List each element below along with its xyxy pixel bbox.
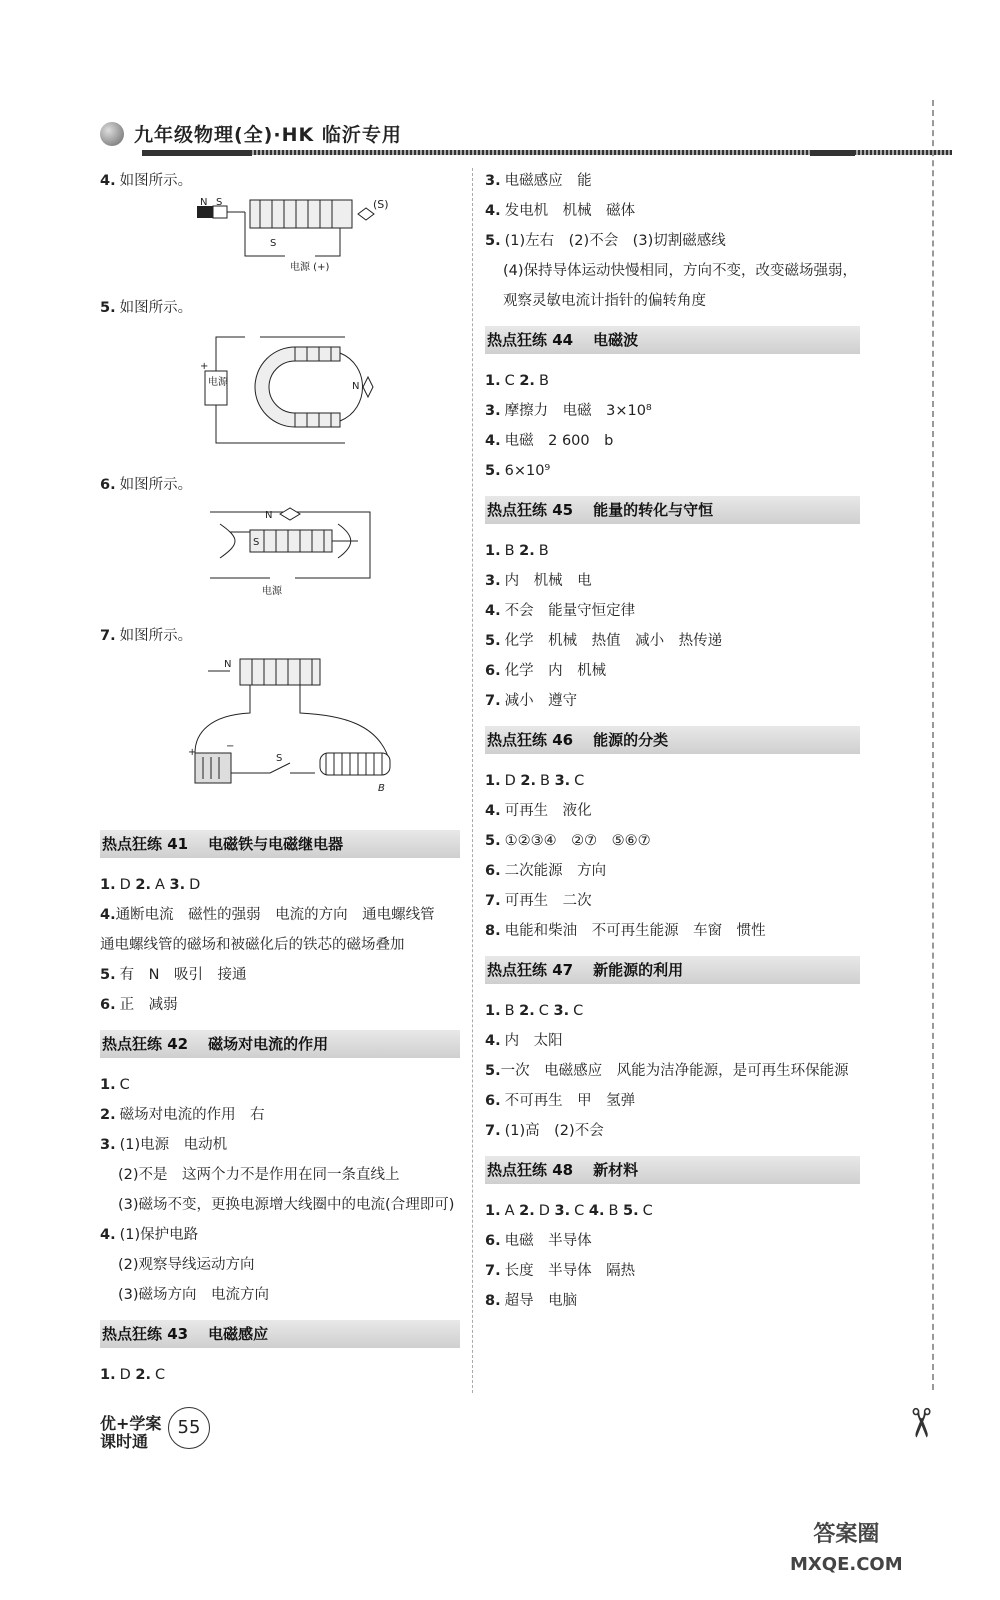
svg-text:N: N xyxy=(200,198,208,208)
right-column xyxy=(485,166,860,1316)
answer-item: 1. B 2. C 3. C xyxy=(485,1003,584,1019)
section-header-46: 热点狂练 46 能源的分类 xyxy=(485,726,860,754)
answer-item: 5. ①②③④ ②⑦ ⑤⑥⑦ xyxy=(485,833,651,849)
answer-item: 5. 化学 机械 热值 减小 热传递 xyxy=(485,633,723,649)
answer-item: 4. 内 太阳 xyxy=(485,1033,563,1049)
figure-5-u-magnet-diagram xyxy=(100,325,460,453)
answer-item: 6. 不可再生 甲 氢弹 xyxy=(485,1093,636,1109)
svg-text:S: S xyxy=(270,238,277,249)
svg-text:电源: 电源 xyxy=(208,377,228,388)
svg-text:S: S xyxy=(216,198,223,208)
svg-text:+: + xyxy=(188,747,197,758)
answer-item: 5. 有 N 吸引 接通 xyxy=(100,967,247,983)
answer-item: 7. (1)高 (2)不会 xyxy=(485,1123,604,1139)
svg-text:电源 (+): 电源 (+) xyxy=(290,262,330,273)
figure-7-circuit-diagram xyxy=(100,653,460,803)
answer-item: 5. (1)左右 (2)不会 (3)切割磁感线 xyxy=(485,233,726,249)
svg-text:−: − xyxy=(226,741,235,752)
watermark: 答案圈 MXQE.COM xyxy=(790,1522,903,1575)
section-header-44: 热点狂练 44 电磁波 xyxy=(485,326,860,354)
answer-item: 7. 如图所示。 xyxy=(100,628,193,644)
answer-item: 1. D 2. B 3. C xyxy=(485,773,585,789)
page-number: 55 xyxy=(168,1407,210,1449)
figure-4-solenoid-diagram xyxy=(100,198,460,276)
answer-item: 7. 减小 遵守 xyxy=(485,693,578,709)
answer-subitem: (2)不是 这两个力不是作用在同一条直线上 xyxy=(118,1167,400,1183)
answer-item: 3. 电磁感应 能 xyxy=(485,173,592,189)
answer-subitem: (3)磁场方向 电流方向 xyxy=(118,1287,270,1303)
svg-text:N: N xyxy=(265,510,273,521)
svg-text:B: B xyxy=(378,783,385,794)
cut-line xyxy=(932,100,934,1390)
left-column xyxy=(100,166,460,1390)
answer-item: 1. C xyxy=(100,1077,130,1093)
svg-text:S: S xyxy=(253,537,260,548)
answer-item: 6. 如图所示。 xyxy=(100,477,193,493)
answer-item: 6. 化学 内 机械 xyxy=(485,663,607,679)
answer-item: 3. 内 机械 电 xyxy=(485,573,592,589)
answer-item: 4. 不会 能量守恒定律 xyxy=(485,603,636,619)
answer-item: 4. (1)保护电路 xyxy=(100,1227,199,1243)
svg-text:N: N xyxy=(224,659,232,670)
footer-brand-logo: 优+学案 课时通 xyxy=(100,1414,162,1451)
answer-item: 1. B 2. B xyxy=(485,543,549,559)
answer-item: 7. 可再生 二次 xyxy=(485,893,592,909)
answer-subitem: (4)保持导体运动快慢相同，方向不变，改变磁场强弱，观察灵敏电流计指针的偏转角度 xyxy=(503,263,858,309)
answer-item: 3. 摩擦力 电磁 3×10⁸ xyxy=(485,403,652,419)
section-header-41: 热点狂练 41 电磁铁与电磁继电器 xyxy=(100,830,460,858)
answer-item: 2. 磁场对电流的作用 右 xyxy=(100,1107,265,1123)
answer-item: 6. 正 减弱 xyxy=(100,997,178,1013)
answer-item: 5. 如图所示。 xyxy=(100,300,193,316)
answer-item: 6. 电磁 半导体 xyxy=(485,1233,592,1249)
page-header xyxy=(100,118,860,158)
section-header-45: 热点狂练 45 能量的转化与守恒 xyxy=(485,496,860,524)
column-divider xyxy=(472,168,473,1393)
answer-subitem: (3)磁场不变，更换电源增大线圈中的电流(合理即可) xyxy=(118,1197,455,1213)
svg-text:N: N xyxy=(352,381,360,392)
header-title: 九年级物理(全)·HK 临沂专用 xyxy=(134,124,402,146)
answer-item: 4. 发电机 机械 磁体 xyxy=(485,203,636,219)
figure-6-solenoid-field-diagram xyxy=(100,502,460,604)
answer-item: 7. 长度 半导体 隔热 xyxy=(485,1263,636,1279)
section-header-43: 热点狂练 43 电磁感应 xyxy=(100,1320,460,1348)
header-logo-icon xyxy=(100,122,124,146)
header-rule-accent-right xyxy=(810,150,855,156)
svg-text:+: + xyxy=(200,361,209,372)
answer-item: 5.一次 电磁感应 风能为洁净能源，是可再生环保能源 xyxy=(485,1063,849,1079)
answer-item: 8. 电能和柴油 不可再生能源 车窗 惯性 xyxy=(485,923,766,939)
answer-item: 4. 电磁 2 600 b xyxy=(485,433,614,449)
answer-item: 1. A 2. D 3. C 4. B 5. C xyxy=(485,1203,653,1219)
section-header-48: 热点狂练 48 新材料 xyxy=(485,1156,860,1184)
section-header-42: 热点狂练 42 磁场对电流的作用 xyxy=(100,1030,460,1058)
svg-text:电源: 电源 xyxy=(262,586,282,597)
answer-item: 8. 超导 电脑 xyxy=(485,1293,578,1309)
answer-item: 4. 如图所示。 xyxy=(100,173,193,189)
header-rule-accent xyxy=(142,150,252,156)
answer-item: 6. 二次能源 方向 xyxy=(485,863,607,879)
answer-item: 1. D 2. A 3. D xyxy=(100,877,201,893)
answer-subitem: (2)观察导线运动方向 xyxy=(118,1257,255,1273)
svg-text:S: S xyxy=(276,753,283,764)
answer-item: 1. D 2. C xyxy=(100,1367,166,1383)
answer-item: 4. 可再生 液化 xyxy=(485,803,592,819)
answer-item: 5. 6×10⁹ xyxy=(485,463,551,479)
answer-item: 1. C 2. B xyxy=(485,373,549,389)
answer-item: 4.通断电流 磁性的强弱 电流的方向 通电螺线管 通电螺线管的磁场和被磁化后的铁芯的磁场叠加 xyxy=(100,907,450,953)
answer-item: 3. (1)电源 电动机 xyxy=(100,1137,228,1153)
svg-text:(S): (S) xyxy=(373,198,389,211)
section-header-47: 热点狂练 47 新能源的利用 xyxy=(485,956,860,984)
scissors-icon: ✂ xyxy=(896,1406,943,1440)
